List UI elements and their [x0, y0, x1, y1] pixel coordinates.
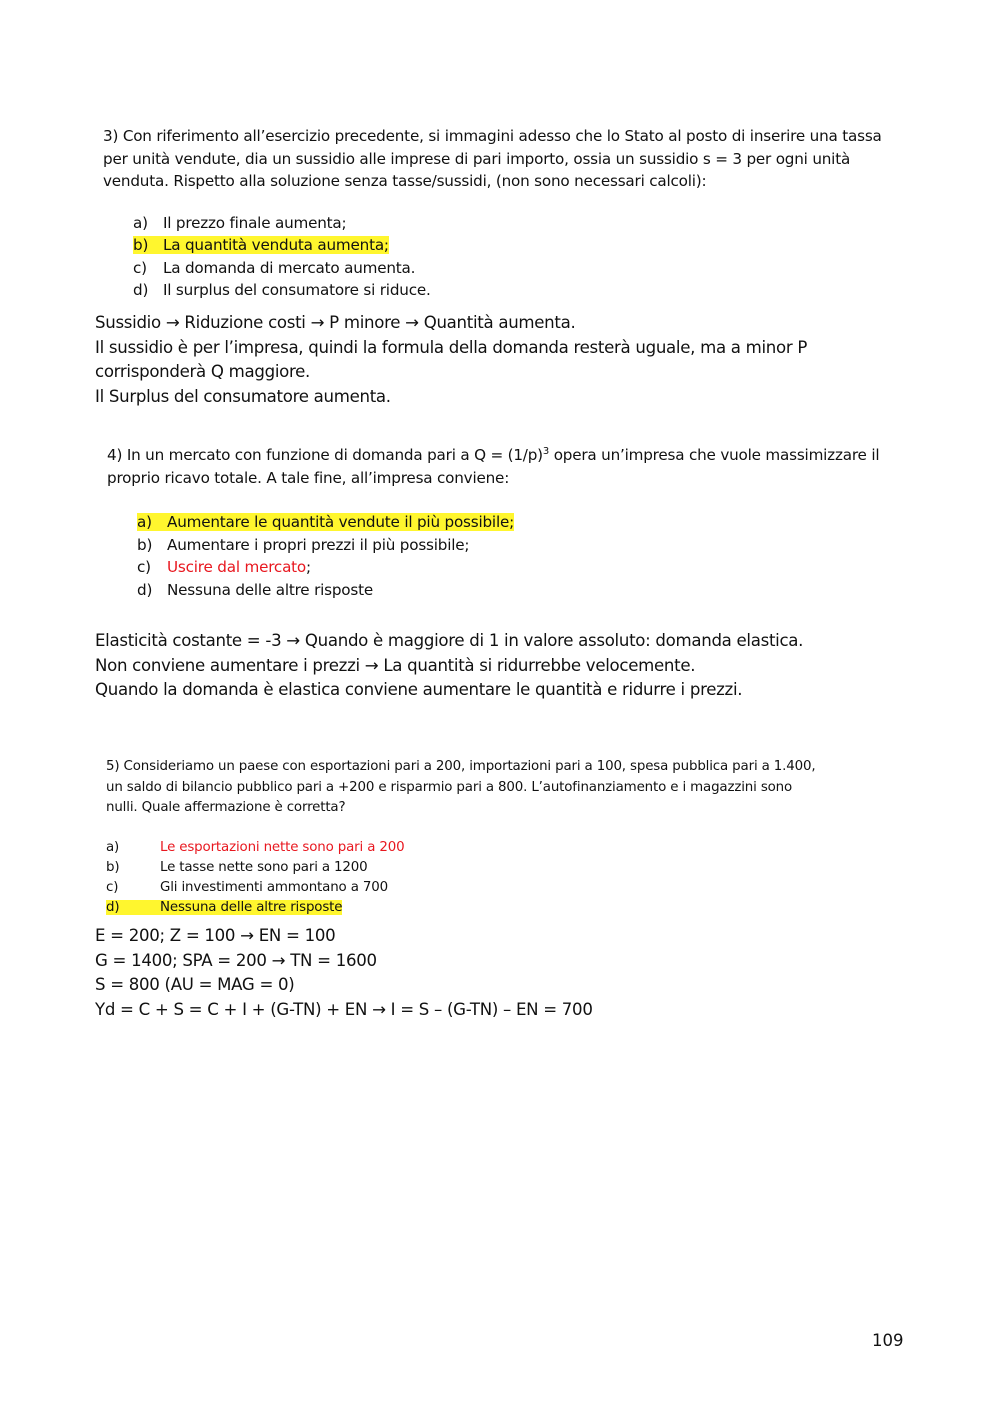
- question-5: [106, 757, 886, 919]
- option-b: b) Aumentare i propri prezzi il più possibile;: [137, 535, 470, 554]
- note-line: Yd = C + S = C + I + (G-TN) + EN → I = S – (G-TN) – EN = 700: [95, 999, 593, 1019]
- option-a-wrong: a) Le esportazioni nette sono pari a 200: [106, 839, 405, 855]
- note-line: Quando la domanda è elastica conviene aumentare le quantità e ridurre i prezzi.: [95, 680, 743, 700]
- question-4-options: [137, 511, 907, 601]
- note-line: Sussidio → Riduzione costi → P minore → Quantità aumenta.: [95, 313, 576, 332]
- note-line: S = 800 (AU = MAG = 0): [95, 975, 295, 995]
- page-number: 109: [872, 1331, 904, 1350]
- option-d: d) Nessuna delle altre risposte: [137, 580, 373, 599]
- question-5-stem: 5) Consideriamo un paese con esportazioni pari a 200, importazioni pari a 100, spesa pubblica pari a 1.400, un saldo di bilancio pubblico pari a +200 e risparmio pari a 800. L’autofinanziamento e i magazzini sono nulli. Quale affermazione è corretta?: [106, 759, 816, 815]
- option-a: a) Il prezzo finale aumenta;: [133, 213, 347, 232]
- option-c-wrong: c) Uscire dal mercato;: [137, 558, 311, 577]
- option-b: b) Le tasse nette sono pari a 1200: [106, 859, 368, 875]
- option-a-correct: a) Aumentare le quantità vendute il più possibile;: [137, 513, 515, 532]
- note-line: Il sussidio è per l’impresa, quindi la formula della domanda resterà uguale, ma a minor P: [95, 337, 808, 357]
- option-d: d) Il surplus del consumatore si riduce.: [133, 281, 431, 299]
- notes-question-5: [95, 924, 915, 1022]
- question-3-stem: 3) Con riferimento all’esercizio precedente, si immagini adesso che lo Stato al posto di inserire una tassa per unità vendute, dia un sussidio alle imprese di pari importo, ossia un sussidio s = 3 per ogni unità venduta. Rispetto alla soluzione senza tasse/sussidi, (non sono necessari calcoli):: [103, 127, 882, 190]
- option-c: c) La domanda di mercato aumenta.: [133, 258, 416, 277]
- notes-question-4: [95, 629, 915, 703]
- question-3-options: [133, 212, 903, 302]
- note-line: G = 1400; SPA = 200 → TN = 1600: [95, 950, 377, 970]
- option-d-correct: d) Nessuna delle altre risposte: [106, 900, 343, 916]
- question-5-options: [106, 838, 886, 919]
- question-4: [107, 441, 907, 601]
- note-line: E = 200; Z = 100 → EN = 100: [95, 926, 336, 945]
- note-line: Non conviene aumentare i prezzi → La quantità si ridurrebbe velocemente.: [95, 655, 696, 675]
- notes-question-3: [95, 311, 915, 409]
- question-3: [103, 125, 903, 302]
- note-line: Il Surplus del consumatore aumenta.: [95, 386, 391, 406]
- note-line: Elasticità costante = -3 → Quando è maggiore di 1 in valore assoluto: domanda elastica.: [95, 631, 804, 650]
- option-c: c) Gli investimenti ammontano a 700: [106, 880, 388, 896]
- question-4-stem: 4) In un mercato con funzione di domanda pari a $Q = (1/p)^3$ opera un’impresa che vuole massimizzare il proprio ricavo totale. A tale fine, all’impresa conviene:: [107, 446, 880, 487]
- option-b-correct: b) La quantità venduta aumenta;: [133, 236, 389, 254]
- note-line: corrisponderà Q maggiore.: [95, 362, 311, 382]
